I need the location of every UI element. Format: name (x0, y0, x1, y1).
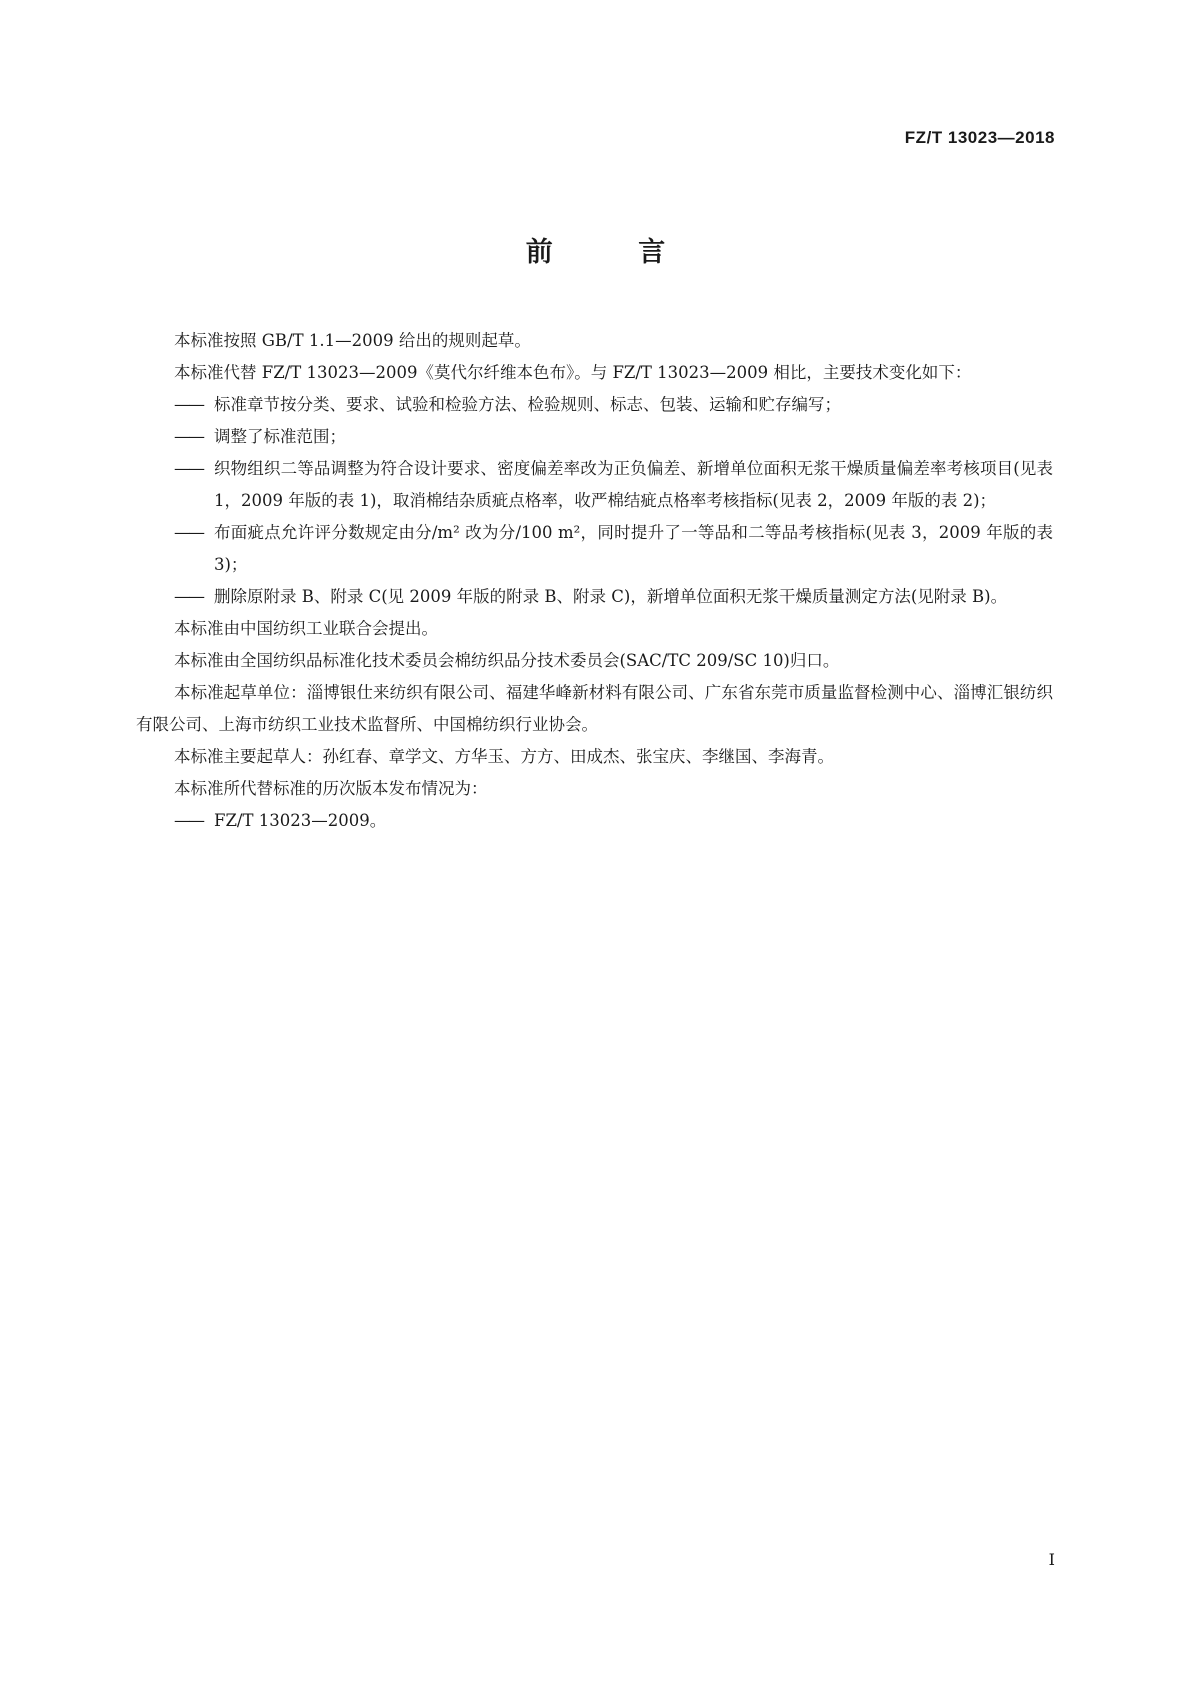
dash-marker: —— (174, 587, 203, 606)
list-item-text: 布面疵点允许评分数规定由分/m² 改为分/100 m²，同时提升了一等品和二等品考核指标(见表 3，2009 年版的表 3)； (214, 523, 1053, 574)
dash-marker: —— (174, 427, 203, 446)
page-title: 前 言 (525, 237, 704, 268)
list-item (136, 517, 1053, 581)
list-item (136, 389, 1053, 421)
dash-marker: —— (174, 459, 203, 478)
paragraph-proposer: 本标准由中国纺织工业联合会提出。 (174, 619, 438, 638)
dash-marker: —— (174, 811, 203, 830)
list-item (136, 421, 1053, 453)
version-text: FZ/T 13023—2009。 (214, 811, 387, 830)
page-number: I (1048, 1550, 1055, 1569)
paragraph-committee: 本标准由全国纺织品标准化技术委员会棉纺织品分技术委员会(SAC/TC 209/SC 10)归口。 (174, 651, 840, 670)
list-item-text: 删除原附录 B、附录 C(见 2009 年版的附录 B、附录 C)，新增单位面积无浆干燥质量测定方法(见附录 B)。 (214, 587, 1008, 606)
list-item-text: 织物组织二等品调整为符合设计要求、密度偏差率改为正负偏差、新增单位面积无浆干燥质量偏差率考核项目(见表 1，2009 年版的表 1)，取消棉结杂质疵点格率，收严棉结疵点格率考核指标(见表 2，2009 年版的表 2)； (214, 459, 1053, 510)
paragraph-drafters: 本标准主要起草人：孙红春、章学文、方华玉、方方、田成杰、张宝庆、李继国、李海青。 (174, 747, 834, 766)
paragraph-versions-intro: 本标准所代替标准的历次版本发布情况为： (174, 779, 488, 798)
list-item (136, 453, 1053, 517)
list-item-text: 标准章节按分类、要求、试验和检验方法、检验规则、标志、包装、运输和贮存编写； (214, 395, 841, 414)
paragraph-drafting-rules: 本标准按照 GB/T 1.1—2009 给出的规则起草。 (174, 331, 531, 350)
paragraph-drafting-units: 本标准起草单位：淄博银仕来纺织有限公司、福建华峰新材料有限公司、广东省东莞市质量监督检测中心、淄博汇银纺织有限公司、上海市纺织工业技术监督所、中国棉纺织行业协会。 (136, 683, 1053, 734)
foreword-body (136, 325, 1053, 837)
version-item (136, 805, 1053, 837)
list-item (136, 581, 1053, 613)
list-item-text: 调整了标准范围； (214, 427, 346, 446)
dash-marker: —— (174, 395, 203, 414)
standard-code: FZ/T 13023—2018 (904, 128, 1055, 147)
dash-marker: —— (174, 523, 203, 542)
paragraph-replacement: 本标准代替 FZ/T 13023—2009《莫代尔纤维本色布》。与 FZ/T 13023—2009 相比，主要技术变化如下： (174, 363, 972, 382)
